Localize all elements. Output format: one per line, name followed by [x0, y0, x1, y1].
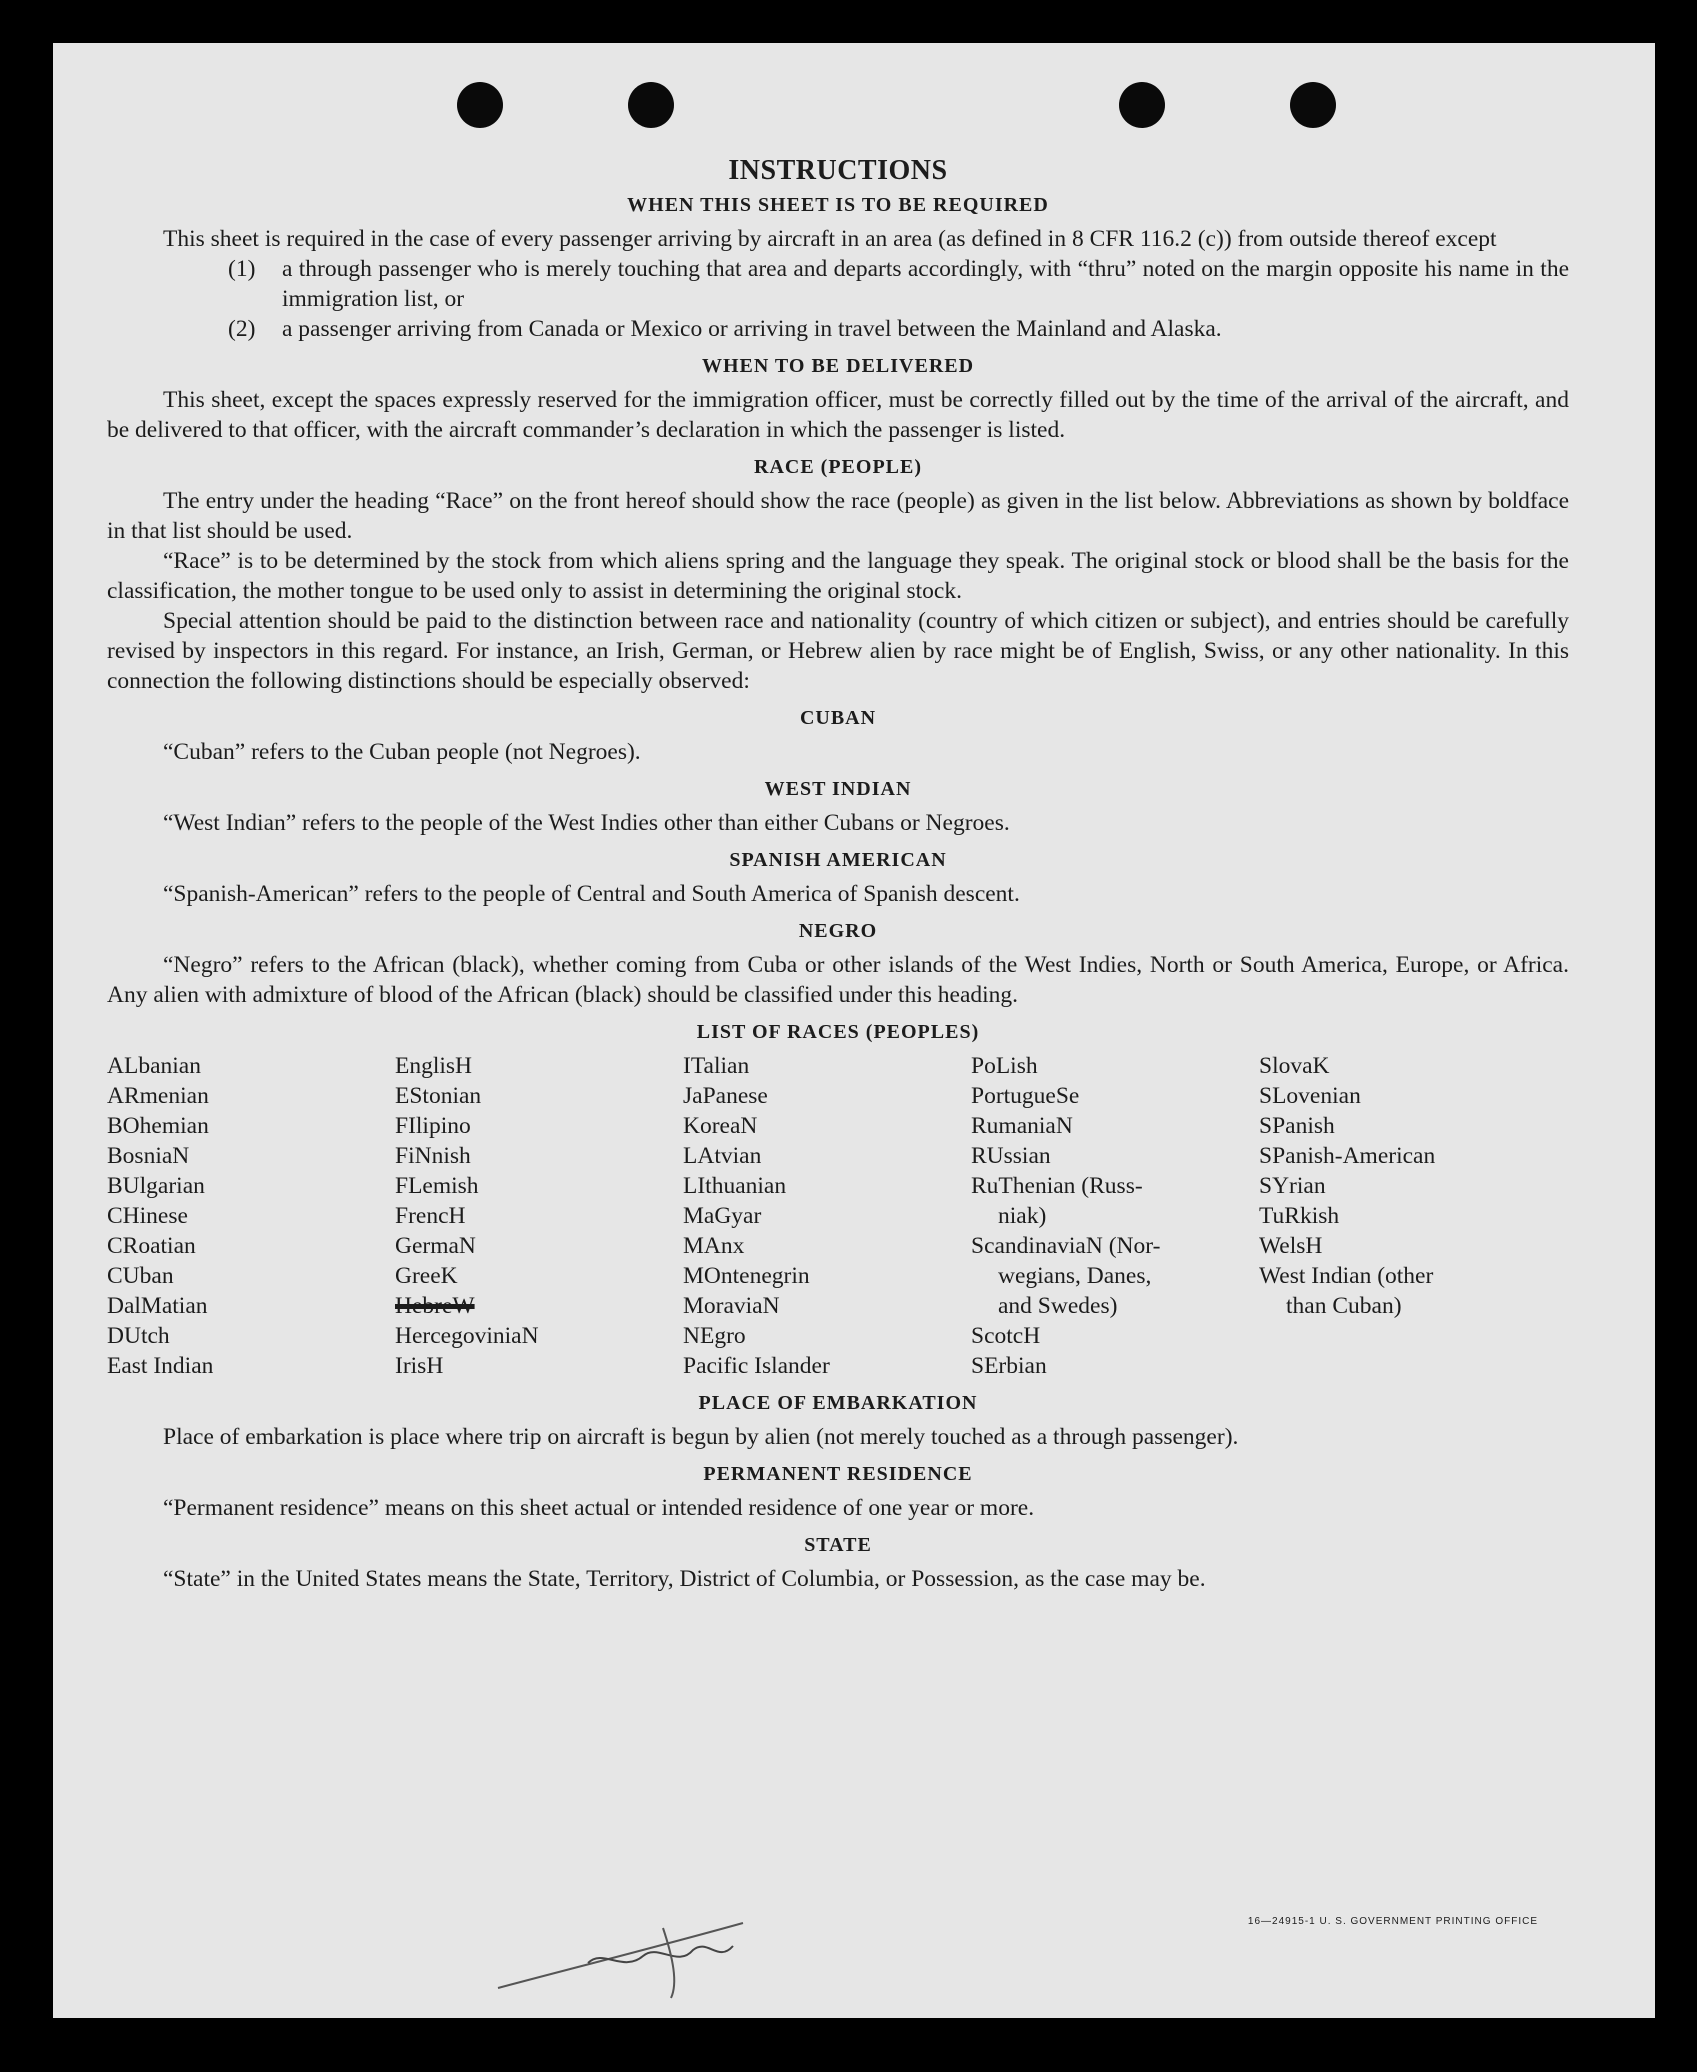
- exception-text: a passenger arriving from Canada or Mexico or arriving in travel between the Mainland and Alaska.: [282, 316, 1222, 342]
- race-entry-struck: HebreW: [395, 1293, 475, 1319]
- races-list: [107, 1051, 1569, 1381]
- races-column: [971, 1051, 1259, 1381]
- west-indian-text: “West Indian” refers to the people of the West Indies other than either Cubans or Negroes.: [163, 810, 1010, 836]
- race-entry: TuRkish: [1259, 1203, 1340, 1229]
- punch-hole: [1290, 82, 1336, 128]
- heading-when-delivered: WHEN TO BE DELIVERED: [701, 355, 975, 377]
- embarkation-text: Place of embarkation is place where trip on aircraft is begun by alien (not merely touched as a through passenger).: [163, 1424, 1239, 1450]
- race-entry: CRoatian: [107, 1233, 196, 1259]
- race-entry: MOntenegrin: [683, 1263, 810, 1289]
- heading-permanent-residence: PERMANENT RESIDENCE: [703, 1463, 973, 1485]
- exception-item: [107, 254, 1569, 314]
- race-entry: MaGyar: [683, 1203, 762, 1229]
- race-entry: ScandinaviaN (Nor-: [971, 1233, 1161, 1259]
- heading-place-of-embarkation: PLACE OF EMBARKATION: [698, 1392, 978, 1414]
- race-entry: NEgro: [683, 1323, 746, 1349]
- races-column: [683, 1051, 971, 1381]
- races-column: [1259, 1051, 1569, 1381]
- race-entry: MoraviaN: [683, 1293, 780, 1319]
- race-entry-continued: than Cuban): [1286, 1293, 1402, 1319]
- spanish-american-text: “Spanish-American” refers to the people of Central and South America of Spanish descent.: [163, 881, 1020, 907]
- heading-cuban: CUBAN: [799, 707, 877, 729]
- instructions-content: [107, 155, 1569, 1594]
- race-entry: HercegoviniaN: [395, 1323, 539, 1349]
- race-entry: LIthuanian: [683, 1173, 787, 1199]
- heading-race: RACE (PEOPLE): [754, 456, 922, 478]
- race-entry: CHinese: [107, 1203, 188, 1229]
- exception-item: [107, 314, 1569, 344]
- delivered-text: This sheet, except the spaces expressly reserved for the immigration officer, must be correctly filled out by the time of the arrival of the aircraft, and be delivered to that officer, with the aircraft commander’s declaration in which the passenger is listed.: [107, 387, 1569, 443]
- race-entry: FiNnish: [395, 1143, 471, 1169]
- race-entry: DalMatian: [107, 1293, 208, 1319]
- exception-number: (2): [228, 316, 256, 342]
- heading-negro: NEGRO: [798, 920, 878, 942]
- race-entry: SLovenian: [1259, 1083, 1361, 1109]
- race-paragraph-2: “Race” is to be determined by the stock from which aliens spring and the language they speak. The original stock or blood shall be the basis for the classification, the mother tongue to be used only to assist in determining the original stock.: [107, 548, 1569, 604]
- cuban-text: “Cuban” refers to the Cuban people (not Negroes).: [163, 739, 641, 765]
- punch-hole: [457, 82, 503, 128]
- race-entry: RUssian: [971, 1143, 1051, 1169]
- exception-number: (1): [228, 256, 256, 282]
- race-entry: EnglisH: [395, 1053, 473, 1079]
- document-page: [53, 43, 1655, 2018]
- print-code: 16—24915-1 U. S. GOVERNMENT PRINTING OFFICE: [1247, 1916, 1538, 1927]
- race-entry: FLemish: [395, 1173, 479, 1199]
- race-entry: FIlipino: [395, 1113, 471, 1139]
- race-entry: IrisH: [395, 1353, 444, 1379]
- page-title: INSTRUCTIONS: [728, 155, 948, 186]
- punch-hole: [1119, 82, 1165, 128]
- race-entry: East Indian: [107, 1353, 214, 1379]
- heading-list-of-races: LIST OF RACES (PEOPLES): [696, 1021, 980, 1043]
- race-entry: PortugueSe: [971, 1083, 1080, 1109]
- residence-text: “Permanent residence” means on this sheet actual or intended residence of one year or more.: [163, 1495, 1035, 1521]
- race-entry: BUlgarian: [107, 1173, 205, 1199]
- race-entry: FrencH: [395, 1203, 466, 1229]
- race-entry: GreeK: [395, 1263, 458, 1289]
- race-entry: EStonian: [395, 1083, 482, 1109]
- race-paragraph-1: The entry under the heading “Race” on the front hereof should show the race (people) as given in the list below. Abbreviations as shown by boldface in that list should be used.: [107, 488, 1569, 544]
- race-entry: Pacific Islander: [683, 1353, 830, 1379]
- race-entry: SErbian: [971, 1353, 1047, 1379]
- race-entry: ALbanian: [107, 1053, 201, 1079]
- race-entry: CUban: [107, 1263, 174, 1289]
- race-entry: KoreaN: [683, 1113, 758, 1139]
- race-entry-continued: niak): [998, 1203, 1047, 1229]
- race-entry: ARmenian: [107, 1083, 209, 1109]
- heading-spanish-american: SPANISH AMERICAN: [729, 849, 947, 871]
- heading-state: STATE: [804, 1534, 872, 1556]
- race-entry-continued: and Swedes): [998, 1293, 1118, 1319]
- race-entry: JaPanese: [683, 1083, 768, 1109]
- race-entry: GermaN: [395, 1233, 476, 1259]
- race-entry: BosniaN: [107, 1143, 190, 1169]
- race-entry: ITalian: [683, 1053, 750, 1079]
- race-entry: WelsH: [1259, 1233, 1323, 1259]
- handwritten-mark: [493, 1868, 823, 2008]
- race-entry: PoLish: [971, 1053, 1038, 1079]
- heading-west-indian: WEST INDIAN: [764, 778, 912, 800]
- race-entry: SPanish: [1259, 1113, 1335, 1139]
- race-entry: DUtch: [107, 1323, 170, 1349]
- race-entry: LAtvian: [683, 1143, 762, 1169]
- race-entry: MAnx: [683, 1233, 745, 1259]
- exception-text: a through passenger who is merely touching that area and departs accordingly, with “thru” noted on the margin opposite his name in the immigration list, or: [282, 256, 1569, 312]
- state-text: “State” in the United States means the State, Territory, District of Columbia, or Possession, as the case may be.: [163, 1566, 1206, 1592]
- race-entry: ScotcH: [971, 1323, 1041, 1349]
- race-paragraph-3: Special attention should be paid to the distinction between race and nationality (country of which citizen or subject), and entries should be carefully revised by inspectors in this regard. For instance, an Irish, German, or Hebrew alien by race might be of English, Swiss, or any other nationality. In this connection the following distinctions should be especially observed:: [107, 608, 1569, 694]
- race-entry: West Indian (other: [1259, 1263, 1434, 1289]
- race-entry: SPanish-American: [1259, 1143, 1436, 1169]
- race-entry: SlovaK: [1259, 1053, 1330, 1079]
- race-entry: RumaniaN: [971, 1113, 1073, 1139]
- race-entry: SYrian: [1259, 1173, 1326, 1199]
- race-entry: RuThenian (Russ-: [971, 1173, 1143, 1199]
- race-entry-continued: wegians, Danes,: [998, 1263, 1152, 1289]
- heading-when-required: WHEN THIS SHEET IS TO BE REQUIRED: [627, 194, 1049, 216]
- races-column: [107, 1051, 395, 1381]
- races-column: [395, 1051, 683, 1381]
- negro-text: “Negro” refers to the African (black), whether coming from Cuba or other islands of the West Indies, North or South America, Europe, or Africa. Any alien with admixture of blood of the African (black) should be classified under this heading.: [107, 952, 1569, 1008]
- punch-hole: [628, 82, 674, 128]
- required-intro: This sheet is required in the case of every passenger arriving by aircraft in an area (as defined in 8 CFR 116.2 (c)) from outside thereof except: [163, 226, 1497, 252]
- race-entry: BOhemian: [107, 1113, 209, 1139]
